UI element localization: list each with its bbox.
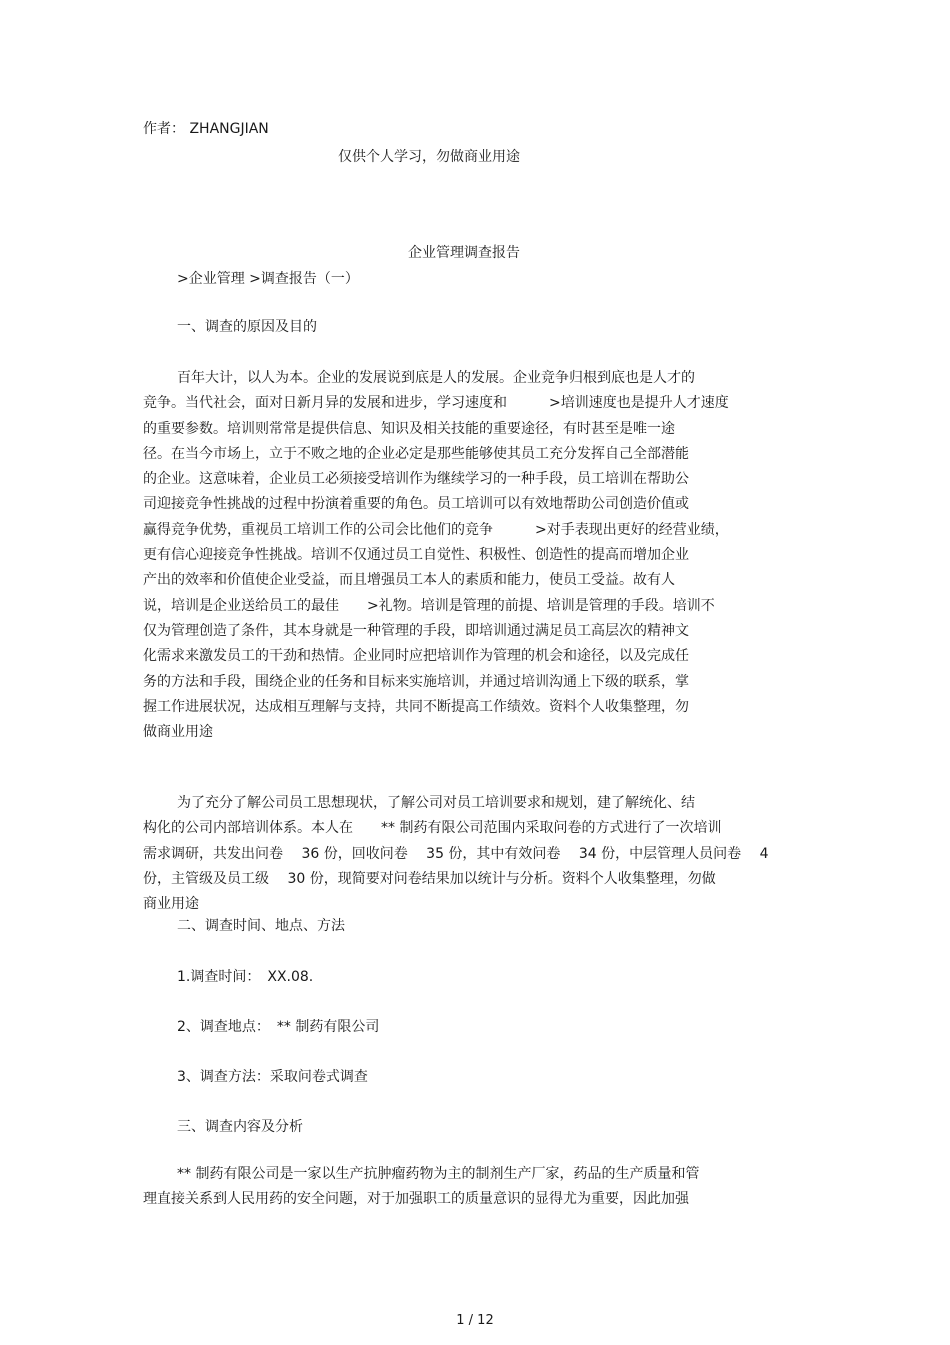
paragraph-line: 说，培训是企业送给员工的最佳 >礼物。培训是管理的前提、培训是管理的手段。培训不: [143, 597, 715, 614]
paragraph-2: [143, 791, 823, 917]
paragraph-line: 径。在当今市场上，立于不败之地的企业必定是那些能够使其员工充分发挥自己全部潜能: [143, 445, 689, 462]
paragraph-line: 理直接关系到人民用药的安全问题，对于加强职工的质量意识的显得尤为重要，因此加强: [143, 1191, 689, 1208]
document-title: 企业管理调查报告: [408, 245, 520, 261]
paragraph-line: 化需求来激发员工的干劲和热情。企业同时应把培训作为管理的机会和途径，以及完成任: [143, 648, 689, 665]
paragraph-line: 竞争。当代社会，面对日新月异的发展和进步，学习速度和 >培训速度也是提升人才速度: [143, 395, 729, 412]
paragraph-line: 产出的效率和价值使企业受益，而且增强员工本人的素质和能力，使员工受益。故有人: [143, 572, 675, 589]
paragraph-line: 为了充分了解公司员工思想现状，了解公司对员工培训要求和规划，建了解统化、结: [177, 795, 695, 811]
paragraph-line: 做商业用途: [143, 724, 213, 741]
paragraph-line: 司迎接竞争性挑战的过程中扮演着重要的角色。员工培训可以有效地帮助公司创造价值或: [143, 496, 689, 513]
survey-method-item: 3、调查方法：采取问卷式调查: [177, 1069, 368, 1085]
paragraph-line: 仅为管理创造了条件，其本身就是一种管理的手段，即培训通过满足员工高层次的精神文: [143, 622, 689, 639]
paragraph-line: 份，主管级及员工级 30 份，现简要对问卷结果加以统计与分析。资料个人收集整理，勿做: [143, 870, 716, 887]
section-heading-1: 一、调查的原因及目的: [177, 319, 317, 335]
paragraph-line: 商业用途: [143, 896, 199, 913]
paragraph-line: 赢得竞争优势，重视员工培训工作的公司会比他们的竞争 >对手表现出更好的经营业绩，: [143, 521, 729, 538]
survey-location-item: 2、调查地点： ** 制药有限公司: [177, 1019, 380, 1035]
survey-time-item: 1.调查时间： XX.08.: [177, 969, 314, 985]
paragraph-line: 握工作进展状况，达成相互理解与支持，共同不断提高工作绩效。资料个人收集整理，勿: [143, 698, 689, 715]
section-heading-3: 三、调查内容及分析: [177, 1119, 303, 1135]
paragraph-line: 百年大计，以人为本。企业的发展说到底是人的发展。企业竞争归根到底也是人才的: [177, 370, 695, 386]
breadcrumb: >企业管理 >调查报告（一）: [177, 271, 359, 287]
paragraph-line: 的重要参数。培训则常常是提供信息、知识及相关技能的重要途径，有时甚至是唯一途: [143, 420, 675, 437]
paragraph-line: 务的方法和手段，围绕企业的任务和目标来实施培训，并通过培训沟通上下级的联系，掌: [143, 673, 689, 690]
paragraph-line: ** 制药有限公司是一家以生产抗肿瘤药物为主的制剂生产厂家，药品的生产质量和管: [177, 1166, 700, 1182]
author-line: 作者： ZHANGJIAN: [143, 121, 269, 137]
paragraph-line: 的企业。这意味着，企业员工必须接受培训作为继续学习的一种手段，员工培训在帮助公: [143, 471, 689, 488]
paragraph-3: [143, 1162, 823, 1213]
paragraph-line: 构化的公司内部培训体系。本人在 ** 制药有限公司范围内采取问卷的方式进行了一次培训: [143, 820, 722, 837]
usage-notice: 仅供个人学习，勿做商业用途: [338, 149, 520, 165]
section-heading-2: 二、调查时间、地点、方法: [177, 918, 345, 934]
paragraph-1: [143, 366, 823, 745]
paragraph-line: 需求调研，共发出问卷 36 份，回收问卷 35 份，其中有效问卷 34 份，中层管理人员问卷 4: [143, 845, 769, 862]
page-number: 1 / 12: [456, 1313, 494, 1328]
paragraph-line: 更有信心迎接竞争性挑战。培训不仅通过员工自觉性、积极性、创造性的提高而增加企业: [143, 547, 689, 564]
